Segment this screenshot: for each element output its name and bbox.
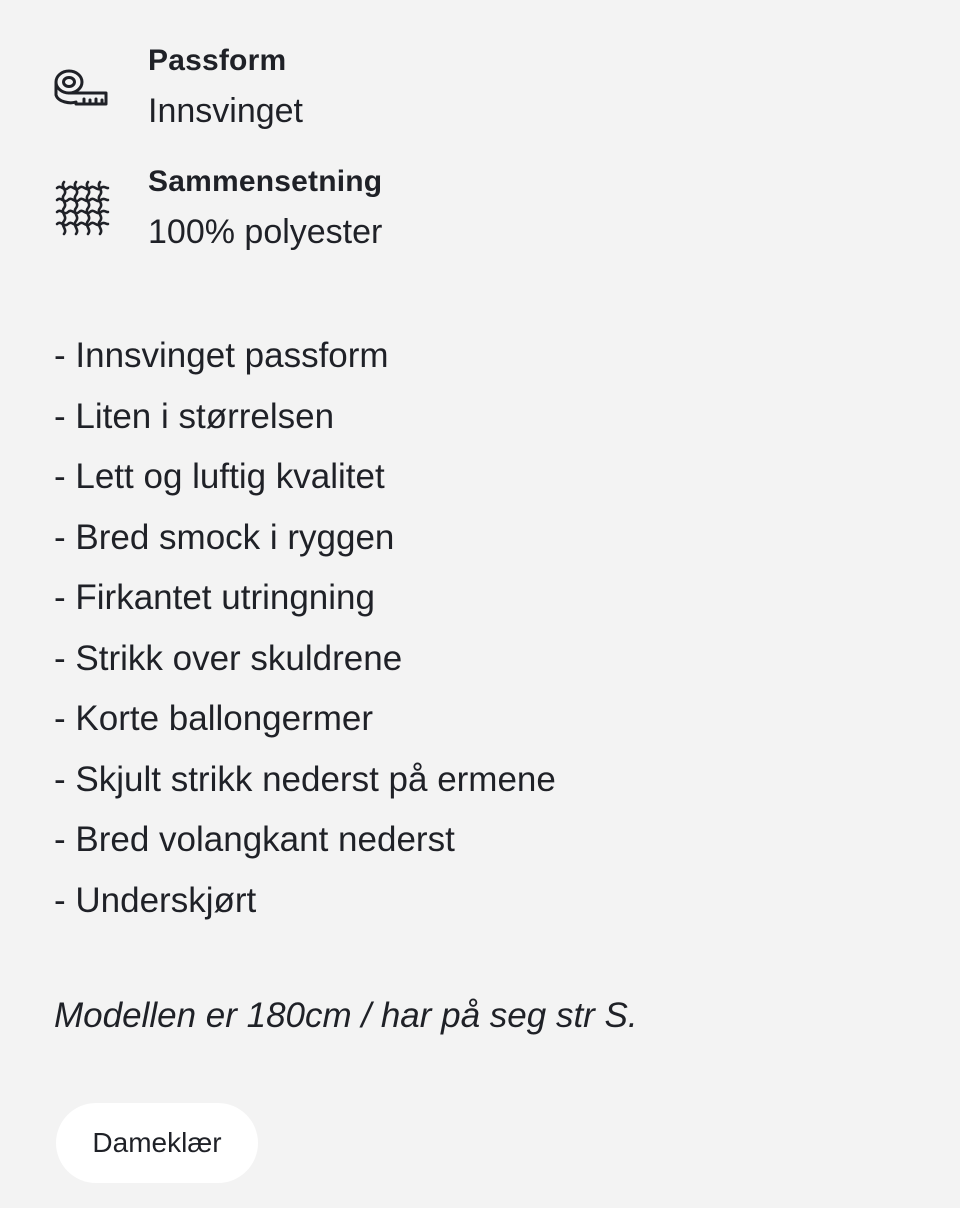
list-item: - Strikk over skuldrene: [54, 638, 403, 678]
feature-list: [54, 326, 556, 931]
fabric-weave-icon: [52, 178, 112, 238]
attribute-label-fit: Passform: [148, 44, 287, 77]
list-item: - Lett og luftig kvalitet: [54, 457, 385, 496]
list-item: - Underskjørt: [54, 880, 257, 920]
list-item: - Firkantet utringning: [54, 578, 375, 617]
attribute-value-composition: 100% polyester: [148, 213, 383, 251]
list-item: - Liten i størrelsen: [54, 396, 335, 436]
list-item: - Skjult strikk nederst på ermene: [54, 759, 556, 799]
list-item: - Korte ballongermer: [54, 699, 374, 738]
list-item: - Bred smock i ryggen: [54, 517, 395, 557]
category-tag-button[interactable]: Dameklær: [56, 1103, 258, 1183]
model-size-note: Modellen er 180cm / har på seg str S.: [54, 996, 638, 1035]
list-item: - Innsvinget passform: [54, 336, 389, 375]
attribute-value-fit: Innsvinget: [148, 92, 303, 130]
attribute-label-composition: Sammensetning: [148, 165, 383, 198]
list-item: - Bred volangkant nederst: [54, 820, 455, 859]
measuring-tape-icon: [52, 62, 112, 122]
